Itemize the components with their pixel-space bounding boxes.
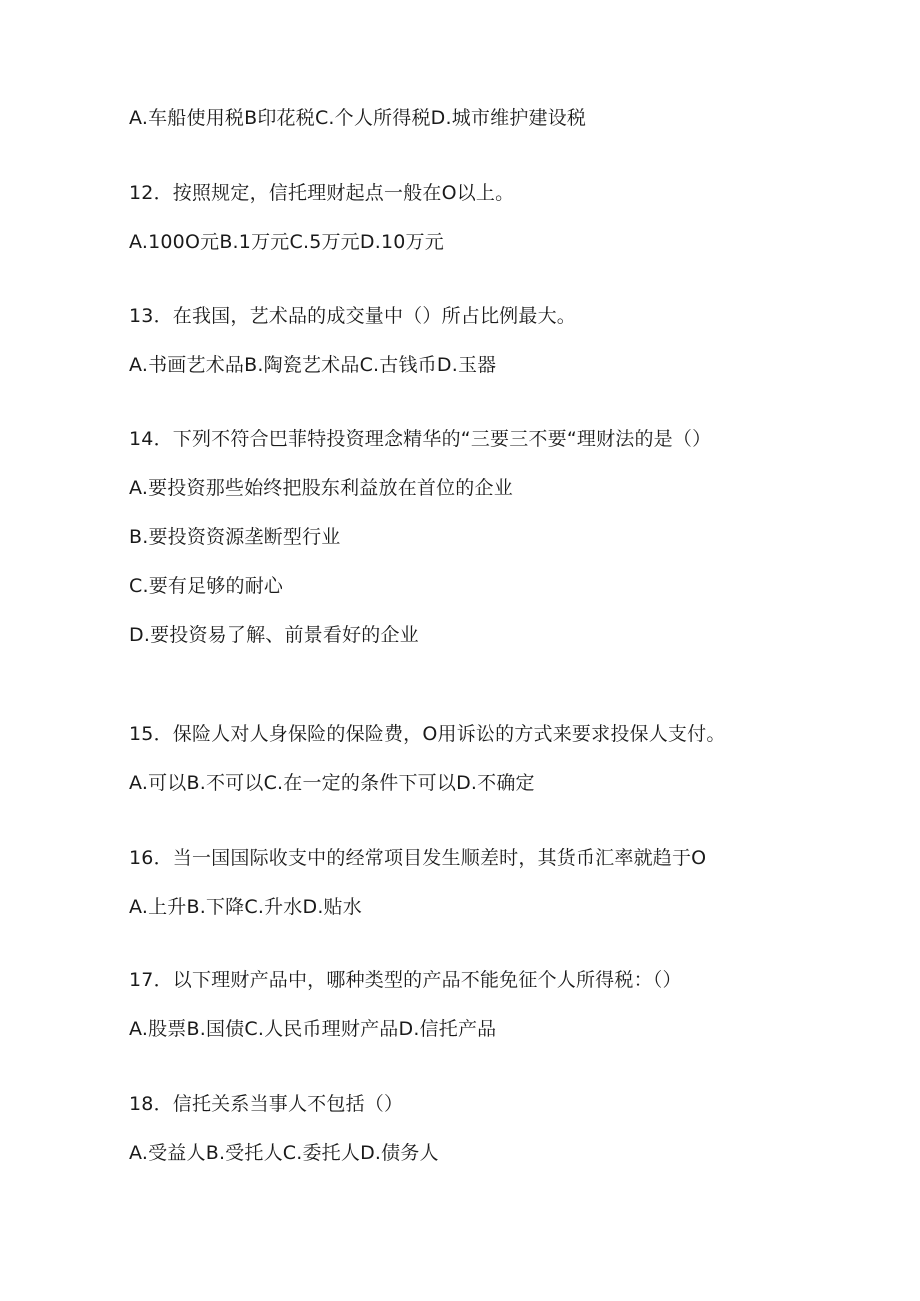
question-12: 12．按照规定，信托理财起点一般在O以上。 [129,182,515,204]
answer-options-11: A.车船使用税B印花税C.个人所得税D.城市维护建设税 [129,107,587,129]
question-14: 14．下列不符合巴菲特投资理念精华的“三要三不要“理财法的是（） [129,428,712,450]
answer-options-12: A.100O元B.1万元C.5万元D.10万元 [129,231,444,253]
question-17: 17．以下理财产品中，哪种类型的产品不能免征个人所得税：（） [129,969,682,991]
answer-option-14b: B.要投资资源垄断型行业 [129,526,341,548]
answer-option-14d: D.要投资易了解、前景看好的企业 [129,624,419,646]
question-16: 16．当一国国际收支中的经常项目发生顺差时，其货币汇率就趋于O [129,847,707,869]
answer-option-14c: C.要有足够的耐心 [129,575,284,597]
answer-options-16: A.上升B.下降C.升水D.贴水 [129,896,362,918]
answer-option-14a: A.要投资那些始终把股东利益放在首位的企业 [129,477,513,499]
question-15: 15．保险人对人身保险的保险费，O用诉讼的方式来要求投保人支付。 [129,723,726,745]
answer-options-18: A.受益人B.受托人C.委托人D.债务人 [129,1142,439,1164]
question-18: 18．信托关系当事人不包括（） [129,1093,404,1115]
question-13: 13．在我国，艺术品的成交量中（）所占比例最大。 [129,305,576,327]
answer-options-17: A.股票B.国债C.人民币理财产品D.信托产品 [129,1018,497,1040]
answer-options-13: A.书画艺术品B.陶瓷艺术品C.古钱币D.玉器 [129,354,497,376]
answer-options-15: A.可以B.不可以C.在一定的条件下可以D.不确定 [129,772,535,794]
